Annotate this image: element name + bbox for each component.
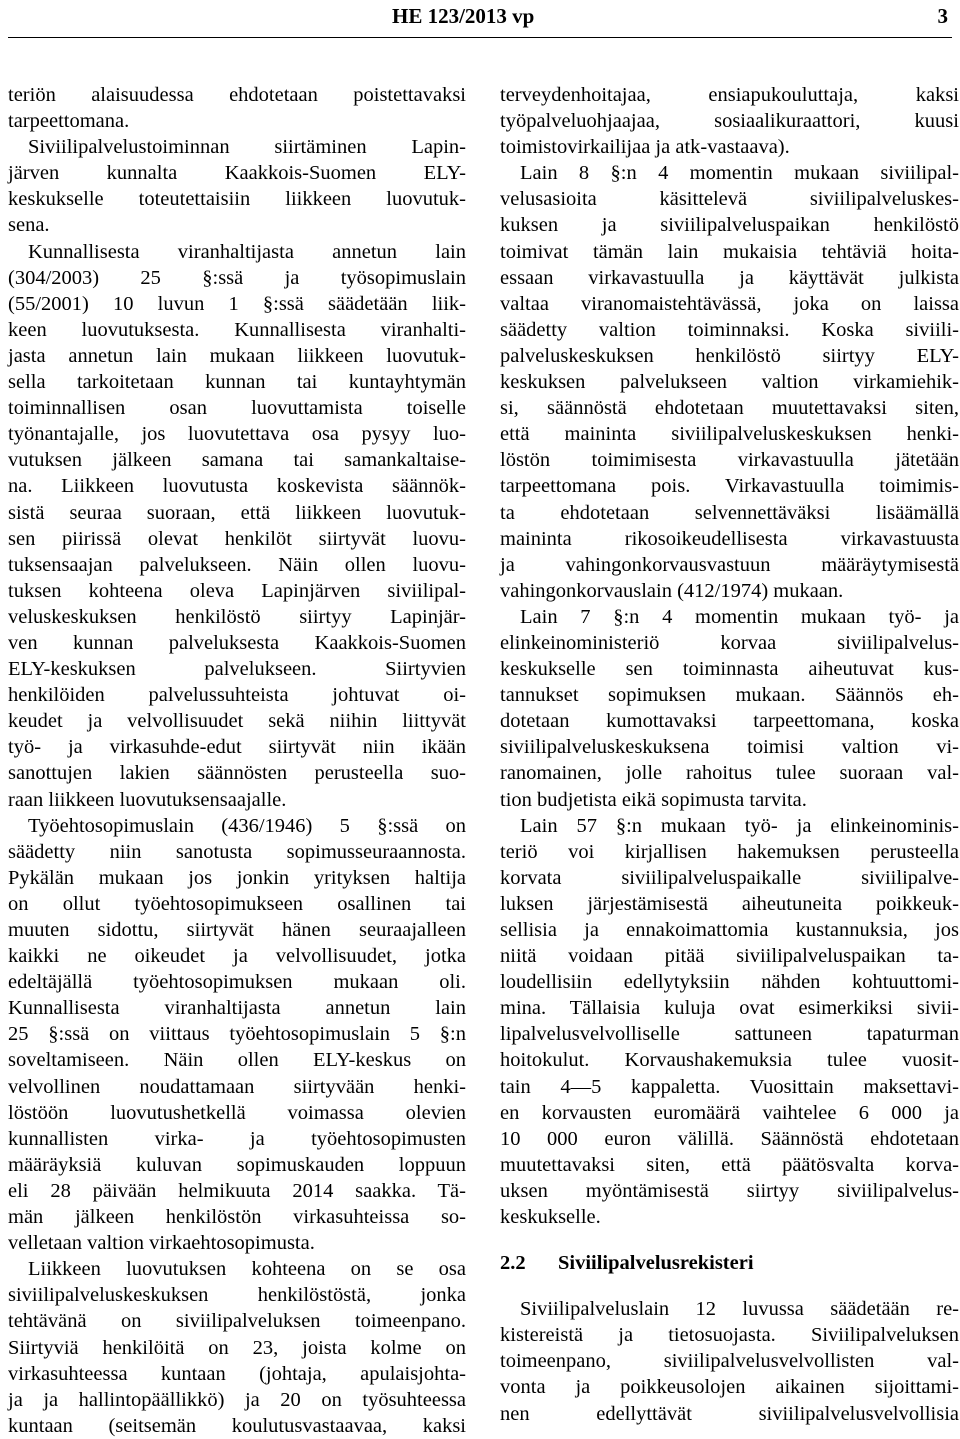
text-line: tehtävänä on siviilipalveluksen toimeenpano. xyxy=(8,1310,466,1333)
text-line: sanottujen lakien säännösten perusteella suo- xyxy=(8,762,466,785)
text-line: lipalvelusvelvolliselle sattuneen tapaturman xyxy=(500,1023,959,1046)
text-line: luksen järjestämisestä aiheutuneita poikkeuk- xyxy=(500,892,959,915)
text-line: kuksen ja siviilipalveluspaikan henkilöstö xyxy=(500,214,959,237)
text-line: Lain 57 §:n mukaan työ- ja elinkeinominis- xyxy=(520,814,959,837)
text-line: Kunnallisesta viranhaltijasta annetun lain xyxy=(28,240,466,263)
text-line: nen edellyttävät siviilipalvelusvelvollisia xyxy=(500,1402,959,1425)
right-column xyxy=(500,82,959,1427)
text-line: kunnallisten virka- ja työehtosopimusten xyxy=(8,1127,466,1150)
text-line: ven kunnan palveluksesta Kaakkois-Suomen xyxy=(8,631,466,654)
text-line: raan liikkeen luovutuksensaajalle. xyxy=(8,788,287,811)
text-line: Työehtosopimuslain (436/1946) 5 §:ssä on xyxy=(28,814,466,837)
text-line: tuksensaajan palvelukseen. Näin ollen luovu- xyxy=(8,553,466,576)
paragraph xyxy=(8,134,466,238)
paragraph xyxy=(500,1296,959,1426)
text-line: valtaa viranomaistehtävässä, joka on laissa xyxy=(500,292,959,315)
text-line: säädetty valtion toiminnaksi. Koska siviili- xyxy=(500,318,959,341)
text-line: hoitokulut. Korvaushakemuksia tulee vuosit- xyxy=(500,1049,959,1072)
text-line: tarpeettomana. xyxy=(8,110,130,133)
text-line: uksen myöntämisestä siirtyy siviilipalvelus- xyxy=(500,1179,959,1202)
text-line: Siviilipalveluslain 12 luvussa säädetään re- xyxy=(520,1298,959,1321)
paragraph xyxy=(500,813,959,1231)
header-rule xyxy=(8,37,952,38)
text-line: ja ja hallintopäällikkö) ja 20 on työsuhteessa xyxy=(8,1388,466,1411)
text-line: ELY-keskuksen palvelukseen. Siirtyvien xyxy=(8,658,466,681)
text-line: siviilipalveluskeskuksen henkilöstöstä, jonka xyxy=(8,1284,466,1307)
text-line: keudet ja velvollisuudet sekä niihin liittyvät xyxy=(8,710,466,733)
text-line: edeltäjällä työehtosopimuksen mukaan oli. xyxy=(8,971,466,994)
text-line: Liikkeen luovutuksen kohteena on se osa xyxy=(28,1258,466,1281)
text-line: kistereistä ja tietosuojasta. Siviilipalveluksen xyxy=(500,1324,959,1347)
text-line: Lain 7 §:n 4 momentin mukaan työ- ja xyxy=(520,605,959,628)
text-line: sellisia ja ennakoimattomia kustannuksia, jos xyxy=(500,919,959,941)
text-line: en korvausten euromäärä vaihtelee 6 000 ja xyxy=(500,1101,959,1124)
paragraph xyxy=(8,82,466,134)
text-line: eli 28 päivään helmikuuta 2014 saakka. Tä- xyxy=(8,1179,466,1202)
text-line: ja vahingonkorvausvastuun määräytymisestä xyxy=(500,553,959,576)
text-line: keskukselle toteutettaisiin liikkeen luovutuk- xyxy=(8,188,466,211)
text-line: keen luovutuksesta. Kunnallisesta viranhalti- xyxy=(8,318,466,341)
paragraph xyxy=(8,813,466,1257)
text-line: siviilipalveluskeskuksena toimisi valtion vi- xyxy=(500,736,959,759)
text-line: löstön toimimisesta virkavastuulla jätetään xyxy=(500,449,959,472)
text-line: tarpeettomana pois. Virkavastuulla toimimis- xyxy=(500,475,959,498)
paragraph xyxy=(500,604,959,813)
spacer xyxy=(500,1230,959,1250)
text-line: toimeenpano, siviilipalvelusvelvollisten val- xyxy=(500,1350,959,1373)
text-line: on ollut työehtosopimukseen osallinen tai xyxy=(8,892,466,915)
text-line: kuntaan (seitsemän koulutusvastaavaa, kaksi xyxy=(8,1414,466,1437)
text-line: velletaan valtion virkaehtosopimusta. xyxy=(8,1232,315,1255)
text-line: toimistovirkailijaa ja atk-vastaava). xyxy=(500,136,790,159)
text-line: Siviilipalvelustoiminnan siirtäminen Lapin- xyxy=(28,136,466,159)
text-line: na. Liikkeen luovutusta koskevista säännök- xyxy=(8,475,466,498)
text-line: mina. Tällaisia kuluja ovat esimerkiksi sivii- xyxy=(500,997,959,1020)
text-line: kaikki ne oikeudet ja velvollisuudet, jotka xyxy=(8,945,466,968)
text-line: veluskeskuksen henkilöstö siirtyy Lapinjär- xyxy=(8,605,466,628)
text-line: työnantajalle, jos luovutettava osa pysyy luo- xyxy=(8,423,466,446)
text-line: ranomainen, jolle rahoitus tulee suoraan val- xyxy=(500,762,959,785)
page-number: 3 xyxy=(937,4,948,28)
text-line: työpalveluohjaajaa, sosiaalikuraattori, kuusi xyxy=(500,110,959,133)
text-line: henkilöiden palvelussuhteista johtuvat oi- xyxy=(8,684,466,707)
text-line: keskukselle. xyxy=(500,1206,601,1229)
paragraph xyxy=(500,160,959,604)
text-line: si, säännöstä ehdotetaan muutettavaksi siten, xyxy=(500,397,959,420)
spacer xyxy=(500,1276,959,1296)
text-line: velusasioita käsittelevä siviilipalveluskes- xyxy=(500,188,959,211)
text-line: palveluskeskuksen henkilöstö siirtyy ELY- xyxy=(500,344,959,367)
text-line: (304/2003) 25 §:ssä ja työsopimuslain xyxy=(8,266,466,289)
text-line: muuten sidottu, siirtyvät hänen seuraajalleen xyxy=(8,919,466,941)
text-line: sen piirissä olevat henkilöt siirtyvät luovu- xyxy=(8,527,466,550)
text-line: niitä voidaan pitää siviilipalveluspaikan ta- xyxy=(500,945,959,968)
text-line: löstöön luovutushetkellä voimassa olevien xyxy=(8,1101,466,1124)
text-line: 25 §:ssä on viittaus työehtosopimuslain 5 §:n xyxy=(8,1023,466,1046)
text-line: toiminnallisen osan luovuttamista toiselle xyxy=(8,397,466,420)
text-line: määräyksiä kuluvan sopimuskauden loppuun xyxy=(8,1153,466,1176)
text-line: elinkeinoministeriö korvaa siviilipalvelus- xyxy=(500,631,959,654)
text-line: teriön alaisuudessa ehdotetaan poistettavaksi xyxy=(8,84,466,106)
text-line: Kunnallisesta viranhaltijasta annetun lain xyxy=(8,997,466,1020)
left-column xyxy=(8,82,466,1439)
text-line: tion budjetista eikä sopimusta tarvita. xyxy=(500,788,807,811)
text-line: sistä seuraa suoraan, että liikkeen luovutuk- xyxy=(8,501,466,524)
section-number: 2.2 xyxy=(500,1252,526,1275)
page-header xyxy=(0,2,960,32)
text-line: tain 4—5 kappaletta. Vuosittain maksettavi- xyxy=(500,1075,959,1098)
text-line: toimivat tämän lain mukaisia tehtäviä hoita- xyxy=(500,240,959,263)
text-line: vutuksen jälkeen samana tai samankaltaise- xyxy=(8,449,466,472)
document-id: HE 123/2013 vp xyxy=(392,4,535,28)
paragraph xyxy=(8,239,466,813)
text-line: työ- ja virkasuhde-edut siirtyvät niin ikään xyxy=(8,736,466,759)
text-line: muutettavaksi siten, että päätösvalta korva- xyxy=(500,1153,959,1176)
text-line: essaan virkavastuulla ja käyttävät julkista xyxy=(500,266,959,289)
text-line: Siirtyviä henkilöitä on 23, joista kolme on xyxy=(8,1336,466,1359)
text-line: maininta rikosoikeudellisesta virkavastuusta xyxy=(500,527,959,550)
text-line: loudellisiin edellytyksiin nähden kohtuuttomi- xyxy=(500,971,959,994)
text-line: korvata siviilipalveluspaikalle siviilipalve- xyxy=(500,866,959,889)
text-line: vahingonkorvauslain (412/1974) mukaan. xyxy=(500,579,844,602)
text-line: vonta ja poikkeusolojen aikainen sijoittami- xyxy=(500,1376,959,1399)
paragraph xyxy=(500,82,959,160)
text-line: tuksen kohteena oleva Lapinjärven siviilipal- xyxy=(8,579,466,602)
section-heading xyxy=(500,1250,959,1276)
text-line: Pykälän mukaan jos jonkin yrityksen haltija xyxy=(8,866,466,889)
text-line: terveydenhoitajaa, ensiapukouluttaja, kaksi xyxy=(500,84,959,106)
text-line: Lain 8 §:n 4 momentin mukaan siviilipal- xyxy=(520,162,959,185)
text-line: keskukselle sen toiminnasta aiheutuvat kus- xyxy=(500,658,959,681)
text-line: sella tarkoitetaan kunnan tai kuntayhtymän xyxy=(8,371,466,394)
text-line: että maininta siviilipalveluskeskuksen henki- xyxy=(500,423,959,446)
text-line: jasta annetun lain mukaan liikkeen luovutuk- xyxy=(8,344,466,367)
text-line: säädetty niin sanotusta sopimusseuraannosta. xyxy=(8,840,466,863)
text-line: dotetaan kumottavaksi tarpeettomana, koska xyxy=(500,710,959,733)
text-line: ta ehdotetaan selvennettäväksi lisäämällä xyxy=(500,501,959,524)
text-line: (55/2001) 10 luvun 1 §:ssä säädetään liik- xyxy=(8,292,466,315)
text-line: soveltamiseen. Näin ollen ELY-keskus on xyxy=(8,1049,466,1072)
text-line: teriö voi kirjallisen hakemuksen perusteella xyxy=(500,840,959,863)
text-line: tannukset sopimuksen mukaan. Säännös eh- xyxy=(500,684,959,707)
text-line: keskuksen palvelukseen valtion virkamiehik- xyxy=(500,371,959,394)
text-line: järven kunnalta Kaakkois-Suomen ELY- xyxy=(8,162,466,185)
text-line: 10 000 euron välillä. Säännöstä ehdotetaan xyxy=(500,1127,959,1150)
text-line: sena. xyxy=(8,214,50,237)
text-line: velvollinen noudattamaan siirtyvään henki- xyxy=(8,1075,466,1098)
paragraph xyxy=(8,1256,466,1439)
text-line: män jälkeen henkilöstön virkasuhteissa so- xyxy=(8,1206,466,1229)
section-title: Siviilipalvelusrekisteri xyxy=(558,1252,754,1275)
text-line: virkasuhteessa kuntaan (johtaja, apulaisjohta- xyxy=(8,1362,466,1385)
